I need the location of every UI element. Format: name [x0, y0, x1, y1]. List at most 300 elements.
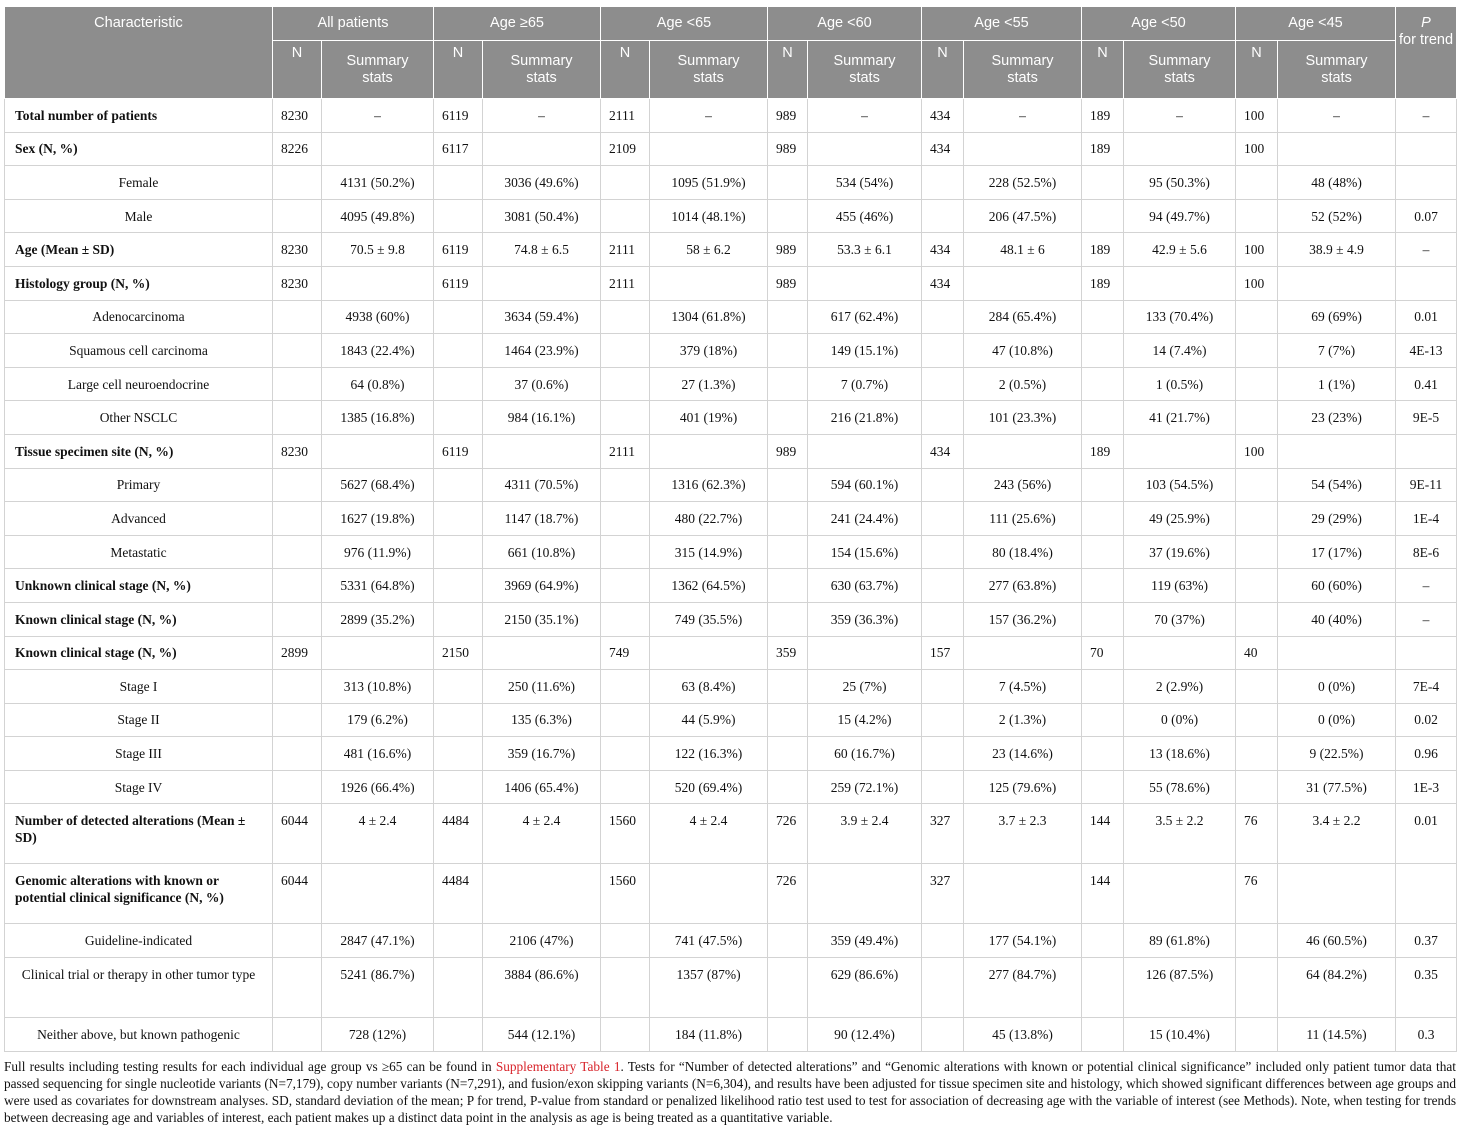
p-value-cell: –	[1396, 99, 1457, 133]
summary-cell: 42.9 ± 5.6	[1124, 233, 1236, 267]
table-row	[5, 367, 1457, 401]
n-cell: 2111	[601, 99, 650, 133]
n-cell: 100	[1236, 132, 1278, 166]
summary-cell: 126 (87.5%)	[1124, 958, 1236, 1018]
table-row	[5, 1018, 1457, 1052]
n-cell	[1236, 924, 1278, 958]
n-cell	[1236, 401, 1278, 435]
summary-cell: 241 (24.4%)	[808, 502, 922, 536]
summary-cell: 661 (10.8%)	[483, 535, 601, 569]
summary-cell: 2899 (35.2%)	[322, 602, 434, 636]
n-cell	[434, 535, 483, 569]
summary-cell: 1014 (48.1%)	[650, 199, 768, 233]
row-label: Female	[5, 166, 273, 200]
summary-cell: 284 (65.4%)	[964, 300, 1082, 334]
summary-cell	[964, 132, 1082, 166]
summary-cell: –	[483, 99, 601, 133]
n-cell: 327	[922, 864, 964, 924]
n-cell	[768, 670, 808, 704]
table-row	[5, 770, 1457, 804]
summary-cell: 5241 (86.7%)	[322, 958, 434, 1018]
summary-cell	[1278, 636, 1396, 670]
summary-cell	[650, 266, 768, 300]
n-cell	[273, 401, 322, 435]
summary-cell: 7 (0.7%)	[808, 367, 922, 401]
supplementary-table-link[interactable]: Supplementary Table 1	[495, 1058, 621, 1074]
summary-cell: 177 (54.1%)	[964, 924, 1082, 958]
summary-cell: 0 (0%)	[1278, 703, 1396, 737]
summary-cell: 101 (23.3%)	[964, 401, 1082, 435]
table-row	[5, 266, 1457, 300]
summary-cell: 3.7 ± 2.3	[964, 804, 1082, 864]
n-cell	[434, 958, 483, 1018]
p-value-cell	[1396, 166, 1457, 200]
summary-cell: 103 (54.5%)	[1124, 468, 1236, 502]
summary-cell: 4938 (60%)	[322, 300, 434, 334]
summary-cell: 1147 (18.7%)	[483, 502, 601, 536]
group-header: Age <55	[922, 7, 1082, 41]
summary-cell	[322, 132, 434, 166]
summary-cell: 359 (16.7%)	[483, 737, 601, 771]
summary-cell: 1362 (64.5%)	[650, 569, 768, 603]
summary-cell	[322, 864, 434, 924]
summary-cell: 520 (69.4%)	[650, 770, 768, 804]
summary-cell: 1357 (87%)	[650, 958, 768, 1018]
n-cell	[1082, 401, 1124, 435]
n-cell	[1236, 770, 1278, 804]
n-cell	[601, 166, 650, 200]
n-cell	[1082, 166, 1124, 200]
row-label: Guideline-indicated	[5, 924, 273, 958]
n-cell	[768, 468, 808, 502]
summary-cell: 2847 (47.1%)	[322, 924, 434, 958]
n-cell: 989	[768, 233, 808, 267]
summary-cell	[650, 636, 768, 670]
table-row	[5, 924, 1457, 958]
n-cell	[434, 924, 483, 958]
p-value-cell: 0.01	[1396, 300, 1457, 334]
n-cell	[768, 958, 808, 1018]
n-cell: 434	[922, 132, 964, 166]
n-cell	[768, 334, 808, 368]
table-row	[5, 703, 1457, 737]
row-label: Known clinical stage (N, %)	[5, 602, 273, 636]
summary-cell	[650, 132, 768, 166]
summary-cell	[1124, 864, 1236, 924]
n-cell	[1236, 1018, 1278, 1052]
n-cell	[273, 602, 322, 636]
n-cell	[273, 166, 322, 200]
summary-cell: 3.9 ± 2.4	[808, 804, 922, 864]
n-cell	[273, 770, 322, 804]
summary-cell: 630 (63.7%)	[808, 569, 922, 603]
summary-cell: 359 (36.3%)	[808, 602, 922, 636]
n-cell	[768, 502, 808, 536]
n-cell	[434, 569, 483, 603]
n-cell: 100	[1236, 233, 1278, 267]
p-for-trend-header	[1396, 7, 1457, 99]
summary-cell: 135 (6.3%)	[483, 703, 601, 737]
n-cell	[273, 334, 322, 368]
n-cell	[434, 1018, 483, 1052]
summary-cell: 149 (15.1%)	[808, 334, 922, 368]
n-cell	[768, 569, 808, 603]
n-cell	[1236, 367, 1278, 401]
summary-cell: –	[322, 99, 434, 133]
row-label: Sex (N, %)	[5, 132, 273, 166]
summary-cell: 534 (54%)	[808, 166, 922, 200]
n-cell	[434, 401, 483, 435]
summary-cell: 277 (84.7%)	[964, 958, 1082, 1018]
n-cell	[273, 502, 322, 536]
summary-cell: 52 (52%)	[1278, 199, 1396, 233]
summary-cell: 17 (17%)	[1278, 535, 1396, 569]
n-cell	[1236, 670, 1278, 704]
n-cell	[922, 535, 964, 569]
row-label: Stage II	[5, 703, 273, 737]
n-cell	[922, 502, 964, 536]
p-value-cell: 0.3	[1396, 1018, 1457, 1052]
summary-cell: 15 (4.2%)	[808, 703, 922, 737]
summary-cell: 1 (0.5%)	[1124, 367, 1236, 401]
p-value-cell: 8E-6	[1396, 535, 1457, 569]
summary-cell: 184 (11.8%)	[650, 1018, 768, 1052]
n-cell	[434, 502, 483, 536]
n-cell	[601, 199, 650, 233]
summary-cell: 95 (50.3%)	[1124, 166, 1236, 200]
summary-cell: 228 (52.5%)	[964, 166, 1082, 200]
table-row	[5, 864, 1457, 924]
summary-cell: 25 (7%)	[808, 670, 922, 704]
row-label: Tissue specimen site (N, %)	[5, 434, 273, 468]
summary-cell: 29 (29%)	[1278, 502, 1396, 536]
n-header: N	[273, 41, 322, 99]
n-cell	[922, 924, 964, 958]
n-cell	[1082, 703, 1124, 737]
summary-stats-header: Summary stats	[483, 41, 601, 99]
n-cell	[273, 1018, 322, 1052]
n-cell: 6117	[434, 132, 483, 166]
n-cell: 6119	[434, 99, 483, 133]
n-cell	[768, 737, 808, 771]
p-value-cell: 1E-4	[1396, 502, 1457, 536]
n-cell: 6119	[434, 434, 483, 468]
summary-cell: 48 (48%)	[1278, 166, 1396, 200]
summary-cell: 133 (70.4%)	[1124, 300, 1236, 334]
row-label: Clinical trial or therapy in other tumor type	[5, 958, 273, 1018]
summary-cell	[1278, 132, 1396, 166]
summary-stats-header: Summary stats	[964, 41, 1082, 99]
summary-cell: –	[1124, 99, 1236, 133]
summary-cell: 277 (63.8%)	[964, 569, 1082, 603]
summary-cell: 984 (16.1%)	[483, 401, 601, 435]
summary-stats-header: Summary stats	[808, 41, 922, 99]
n-cell: 100	[1236, 99, 1278, 133]
summary-cell: 3.4 ± 2.2	[1278, 804, 1396, 864]
n-cell: 8230	[273, 434, 322, 468]
n-cell	[601, 569, 650, 603]
n-header: N	[1082, 41, 1124, 99]
n-cell	[601, 958, 650, 1018]
summary-cell: 70.5 ± 9.8	[322, 233, 434, 267]
row-label: Stage IV	[5, 770, 273, 804]
row-label: Age (Mean ± SD)	[5, 233, 273, 267]
n-cell: 434	[922, 99, 964, 133]
summary-cell: 1627 (19.8%)	[322, 502, 434, 536]
p-value-cell: 0.35	[1396, 958, 1457, 1018]
n-cell	[1236, 569, 1278, 603]
summary-cell: 154 (15.6%)	[808, 535, 922, 569]
p-value-cell	[1396, 864, 1457, 924]
summary-cell: 74.8 ± 6.5	[483, 233, 601, 267]
n-cell	[922, 166, 964, 200]
table-body	[5, 99, 1457, 1052]
p-value-cell	[1396, 434, 1457, 468]
summary-cell	[650, 434, 768, 468]
p-value-cell	[1396, 132, 1457, 166]
table-row	[5, 535, 1457, 569]
summary-cell: 259 (72.1%)	[808, 770, 922, 804]
summary-cell	[964, 434, 1082, 468]
summary-cell: 11 (14.5%)	[1278, 1018, 1396, 1052]
n-cell	[922, 468, 964, 502]
n-cell	[1082, 502, 1124, 536]
n-cell	[1082, 199, 1124, 233]
summary-cell: 216 (21.8%)	[808, 401, 922, 435]
n-cell: 8226	[273, 132, 322, 166]
n-cell	[768, 199, 808, 233]
n-cell	[922, 670, 964, 704]
n-cell	[434, 703, 483, 737]
n-cell	[434, 334, 483, 368]
n-cell	[273, 737, 322, 771]
summary-cell	[1278, 434, 1396, 468]
n-cell: 359	[768, 636, 808, 670]
summary-cell: 122 (16.3%)	[650, 737, 768, 771]
p-value-cell: 4E-13	[1396, 334, 1457, 368]
n-cell: 989	[768, 434, 808, 468]
n-cell	[601, 334, 650, 368]
n-cell	[601, 770, 650, 804]
summary-cell: 63 (8.4%)	[650, 670, 768, 704]
n-cell	[1082, 535, 1124, 569]
n-cell	[273, 703, 322, 737]
summary-cell	[483, 434, 601, 468]
n-cell	[1082, 670, 1124, 704]
characteristic-header: Characteristic	[5, 7, 273, 99]
n-cell	[434, 670, 483, 704]
summary-cell: 2 (2.9%)	[1124, 670, 1236, 704]
characteristics-table	[4, 6, 1457, 1052]
summary-cell: 64 (0.8%)	[322, 367, 434, 401]
summary-cell: 206 (47.5%)	[964, 199, 1082, 233]
n-cell: 100	[1236, 434, 1278, 468]
n-cell	[768, 166, 808, 200]
n-cell: 2109	[601, 132, 650, 166]
p-value-cell: 9E-11	[1396, 468, 1457, 502]
table-row	[5, 468, 1457, 502]
summary-cell: 46 (60.5%)	[1278, 924, 1396, 958]
n-cell	[1082, 958, 1124, 1018]
n-cell	[768, 401, 808, 435]
p-value-cell: 1E-3	[1396, 770, 1457, 804]
summary-cell	[964, 266, 1082, 300]
footnote-intro: Full results including testing results for each individual age group vs ≥65 can be found in	[4, 1058, 496, 1074]
summary-cell: 1926 (66.4%)	[322, 770, 434, 804]
n-cell	[273, 569, 322, 603]
summary-cell: 2106 (47%)	[483, 924, 601, 958]
n-cell: 989	[768, 99, 808, 133]
n-cell: 157	[922, 636, 964, 670]
summary-cell	[322, 266, 434, 300]
n-header: N	[922, 41, 964, 99]
summary-cell: 315 (14.9%)	[650, 535, 768, 569]
summary-cell	[808, 266, 922, 300]
p-value-cell	[1396, 636, 1457, 670]
summary-cell: 1 (1%)	[1278, 367, 1396, 401]
summary-cell: 3634 (59.4%)	[483, 300, 601, 334]
summary-cell: 4 ± 2.4	[483, 804, 601, 864]
table-row	[5, 132, 1457, 166]
n-cell	[273, 367, 322, 401]
p-value-cell	[1396, 266, 1457, 300]
summary-cell: 9 (22.5%)	[1278, 737, 1396, 771]
n-cell	[601, 924, 650, 958]
summary-cell: 594 (60.1%)	[808, 468, 922, 502]
group-header: Age <45	[1236, 7, 1396, 41]
n-cell	[768, 1018, 808, 1052]
n-cell	[1236, 468, 1278, 502]
n-cell	[434, 602, 483, 636]
n-cell	[1082, 737, 1124, 771]
summary-cell	[483, 864, 601, 924]
n-cell: 40	[1236, 636, 1278, 670]
n-cell	[601, 468, 650, 502]
n-cell	[1236, 199, 1278, 233]
summary-cell: 313 (10.8%)	[322, 670, 434, 704]
table-row	[5, 233, 1457, 267]
summary-cell	[808, 636, 922, 670]
p-label-rest: for trend	[1399, 32, 1454, 48]
n-cell	[601, 737, 650, 771]
summary-cell	[1124, 132, 1236, 166]
summary-cell: 70 (37%)	[1124, 602, 1236, 636]
summary-cell: 4095 (49.8%)	[322, 199, 434, 233]
row-label: Genomic alterations with known or potential clinical significance (N, %)	[5, 864, 273, 924]
n-cell	[922, 958, 964, 1018]
n-cell	[601, 367, 650, 401]
summary-cell: 5331 (64.8%)	[322, 569, 434, 603]
table-row	[5, 401, 1457, 435]
summary-stats-header: Summary stats	[1278, 41, 1396, 99]
summary-cell: 31 (77.5%)	[1278, 770, 1396, 804]
p-value-cell: 7E-4	[1396, 670, 1457, 704]
summary-cell: 41 (21.7%)	[1124, 401, 1236, 435]
table-row	[5, 636, 1457, 670]
summary-cell: 728 (12%)	[322, 1018, 434, 1052]
table-row	[5, 804, 1457, 864]
group-header: Age <60	[768, 7, 922, 41]
summary-cell: –	[808, 99, 922, 133]
summary-cell: 7 (7%)	[1278, 334, 1396, 368]
summary-cell	[808, 434, 922, 468]
n-cell	[273, 468, 322, 502]
n-cell	[601, 602, 650, 636]
summary-cell: 5627 (68.4%)	[322, 468, 434, 502]
summary-cell: 379 (18%)	[650, 334, 768, 368]
n-cell	[434, 737, 483, 771]
n-cell	[1236, 958, 1278, 1018]
n-cell: 726	[768, 864, 808, 924]
n-cell	[768, 602, 808, 636]
row-label: Squamous cell carcinoma	[5, 334, 273, 368]
summary-cell: –	[650, 99, 768, 133]
summary-cell: 48.1 ± 6	[964, 233, 1082, 267]
n-cell	[273, 958, 322, 1018]
n-cell	[768, 367, 808, 401]
n-cell: 434	[922, 266, 964, 300]
n-cell: 8230	[273, 99, 322, 133]
row-label: Known clinical stage (N, %)	[5, 636, 273, 670]
summary-cell: 60 (60%)	[1278, 569, 1396, 603]
summary-cell: 64 (84.2%)	[1278, 958, 1396, 1018]
table-figure	[4, 0, 1456, 1126]
row-label: Total number of patients	[5, 99, 273, 133]
p-value-cell: 9E-5	[1396, 401, 1457, 435]
n-cell: 1560	[601, 864, 650, 924]
row-label: Histology group (N, %)	[5, 266, 273, 300]
n-cell	[434, 468, 483, 502]
summary-cell: –	[964, 99, 1082, 133]
summary-cell	[650, 864, 768, 924]
table-row	[5, 958, 1457, 1018]
summary-cell: 4131 (50.2%)	[322, 166, 434, 200]
summary-cell: 47 (10.8%)	[964, 334, 1082, 368]
summary-cell: 15 (10.4%)	[1124, 1018, 1236, 1052]
summary-cell: 13 (18.6%)	[1124, 737, 1236, 771]
n-cell	[922, 602, 964, 636]
table-row	[5, 166, 1457, 200]
n-cell: 2111	[601, 233, 650, 267]
n-cell	[922, 770, 964, 804]
n-cell	[1236, 300, 1278, 334]
summary-cell: 1304 (61.8%)	[650, 300, 768, 334]
summary-cell: 3036 (49.6%)	[483, 166, 601, 200]
summary-cell: 1843 (22.4%)	[322, 334, 434, 368]
table-footnote	[4, 1058, 1456, 1126]
summary-cell	[1278, 864, 1396, 924]
n-cell	[434, 199, 483, 233]
summary-cell: 157 (36.2%)	[964, 602, 1082, 636]
summary-cell: 60 (16.7%)	[808, 737, 922, 771]
n-cell	[922, 703, 964, 737]
summary-cell: 27 (1.3%)	[650, 367, 768, 401]
n-cell	[601, 502, 650, 536]
summary-cell: 359 (49.4%)	[808, 924, 922, 958]
n-cell	[922, 401, 964, 435]
summary-cell: 1385 (16.8%)	[322, 401, 434, 435]
n-cell: 4484	[434, 864, 483, 924]
n-cell	[273, 670, 322, 704]
n-cell	[273, 199, 322, 233]
n-cell: 6119	[434, 233, 483, 267]
n-header: N	[768, 41, 808, 99]
row-label: Neither above, but known pathogenic	[5, 1018, 273, 1052]
n-cell	[1082, 924, 1124, 958]
n-cell	[273, 924, 322, 958]
summary-cell: 1406 (65.4%)	[483, 770, 601, 804]
n-cell	[434, 166, 483, 200]
